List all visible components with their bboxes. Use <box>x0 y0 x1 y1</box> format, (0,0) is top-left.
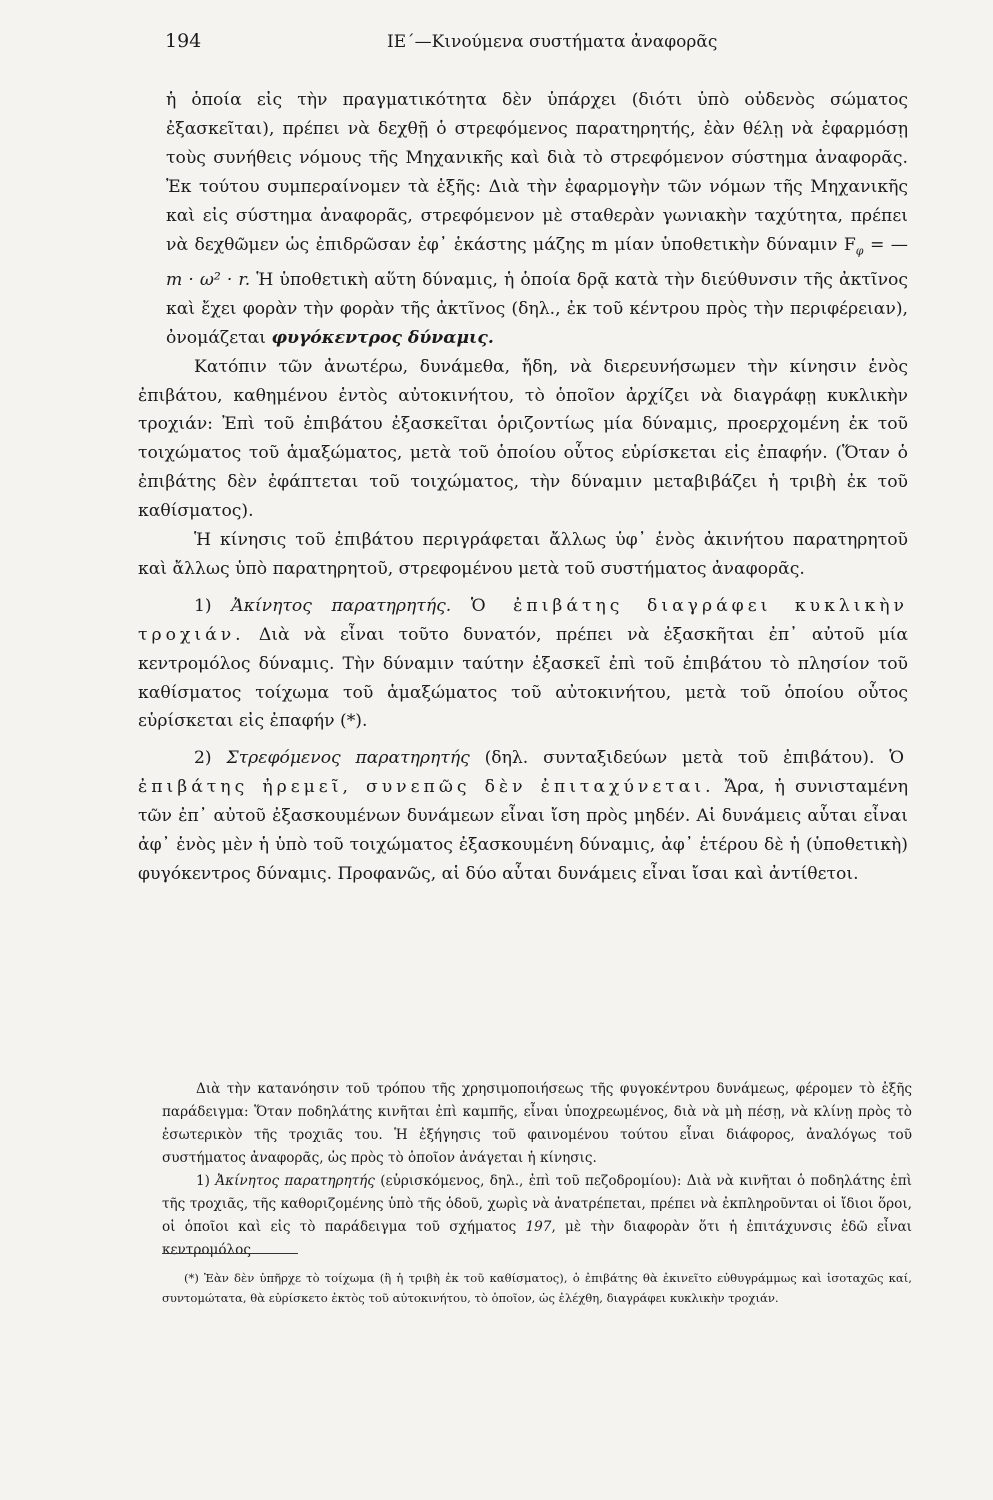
formula-subscript: φ <box>855 243 864 257</box>
footnote-text: Ἐὰν δὲν ὑπῆρχε τὸ τοίχωμα (ἢ ἡ τριβὴ ἐκ τοῦ καθίσματος), ὁ ἐπιβάτης θὰ ἐκινεῖτο εὐθυγράμμως καὶ ἰσοταχῶς καί, συντομώτατα, θὰ εὑρίσκετο ἐκτὸς τοῦ αὐτοκινήτου, τὸ ὁποῖον, ὡς ἐλέχθη, διαγράφει κυκλικὴν τροχιάν. <box>162 1271 912 1305</box>
defined-term: φυγόκεντρος δύναμις. <box>271 327 494 348</box>
item-label: 1) <box>194 595 212 616</box>
footnote-paragraph <box>162 1268 912 1308</box>
paragraph-text: Ἄρα, ἡ συνισταμένη τῶν ἐπ᾽ αὐτοῦ ἐξασκουμένων δυνάμεων εἶναι ἴση πρὸς μηδέν. Αἱ δυνάμεις αὗται εἶναι ἀφ᾽ ἑνὸς μὲν ἡ ὑπὸ τοῦ τοιχώματος ἐξασκουμένη δύναμις, ἀφ᾽ ἑτέρου δὲ ἡ (ὑποθετικὴ) φυγόκεντρος δύναμις. Προφανῶς, αἱ δύο αὗται δυνάμεις εἶναι ἴσαι καὶ ἀντίθετοι. <box>138 777 908 884</box>
footnote-divider <box>162 1253 298 1254</box>
main-text <box>138 86 908 889</box>
figure-reference: 197 <box>525 1219 552 1235</box>
paragraph-text: (εὑρισκόμενος, δηλ., ἐπὶ τοῦ πεζοδρομίου): Διὰ νὰ κινῆται ὁ ποδηλάτης ἐπὶ τῆς τροχιᾶς, τῆς καθοριζομένης ὑπὸ τῆς ὁδοῦ, χωρὶς νὰ ἀνατρέπεται, πρέπει νὰ ἐκπληροῦνται οἱ ἴδιοι ὅροι, οἱ ὁποῖοι καὶ εἰς τὸ παράδειγμα τοῦ σχήματος <box>162 1173 912 1235</box>
item-title: Στρεφόμενος παρατηρητής <box>226 748 470 769</box>
paragraph-text: Διὰ νὰ εἶναι τοῦτο δυνατόν, πρέπει νὰ ἐξασκῆται ἐπ᾽ αὐτοῦ μία κεντρομόλος δύναμις. Τὴν δύναμιν ταύτην ἐξασκεῖ ἐπὶ τοῦ ἐπιβάτου τὸ πλησίον τοῦ καθίσματος τοίχωμα τοῦ ἁμαξώματος τοῦ αὐτοκινήτου, μετὰ τοῦ ὁποίου οὗτος εὑρίσκεται εἰς ἐπαφήν (*). <box>138 624 908 732</box>
paragraph-text: (δηλ. συνταξιδεύων μετὰ τοῦ ἐπιβάτου). <box>469 748 890 769</box>
paragraph-text: Ἡ ὑποθετικὴ αὕτη δύναμις, ἡ ὁποία δρᾷ κατὰ τὴν διεύθυνσιν τῆς ἀκτῖνος καὶ ἔχει φορὰν τὴν φορὰν τῆς ἀκτῖνος (δηλ., ἐκ τοῦ κέντρου πρὸς τὴν περιφέρειαν), ὀνομάζεται <box>166 269 908 348</box>
small-print-paragraph <box>162 1078 912 1170</box>
item-label: 1) <box>196 1173 210 1189</box>
page-number: 194 <box>165 30 202 52</box>
spaced-emphasis: Ὁ ἐπιβάτης ἠρεμεῖ, συνεπῶς δὲν ἐπιταχύνεται. <box>138 748 909 798</box>
formula: = — m · ω² · r. <box>166 234 908 290</box>
paragraph-centrifugal-definition <box>138 86 908 353</box>
item-title: Ἀκίνητος παρατηρητής. <box>231 595 452 616</box>
small-print-section <box>162 1078 912 1262</box>
paragraph-text: Ἡ κίνησις τοῦ ἐπιβάτου περιγράφεται ἄλλως ὑφ᾽ ἑνὸς ἀκινήτου παρατηρητοῦ καὶ ἄλλως ὑπὸ παρατηρητοῦ, στρεφομένου μετὰ τοῦ συστήματος ἀναφορᾶς. <box>138 530 908 579</box>
item-rotating-observer <box>138 744 908 889</box>
spaced-emphasis: Ὁ ἐπιβάτης διαγράφει κυκλικὴν τροχιάν. <box>138 595 908 645</box>
paragraph-text: Διὰ τὴν κατανόησιν τοῦ τρόπου τῆς χρησιμοποιήσεως τῆς φυγοκέντρου δυνάμεως, φέρομεν τὸ ἑξῆς παράδειγμα: Ὅταν ποδηλάτης κινῆται ἐπὶ καμπῆς, εἶναι ὑποχρεωμένος, διὰ νὰ μὴ πέσῃ, νὰ κλίνῃ πρὸς τὸ ἐσωτερικὸν τῆς τροχιᾶς του. Ἡ ἐξήγησις τοῦ φαινομένου τούτου εἶναι διάφορος, ἀναλόγως τοῦ συστήματος ἀναφορᾶς, ὡς πρὸς τὸ ὁποῖον ἀνάγεται ἡ κίνησις. <box>162 1081 912 1166</box>
footnote <box>162 1268 912 1308</box>
paragraph-text: , μὲ τὴν διαφορὰν ὅτι ἡ ἐπιτάχυνσις ἐδῶ εἶναι κεντρομόλος <box>162 1219 912 1258</box>
small-print-item <box>162 1170 912 1262</box>
item-stationary-observer <box>138 592 908 737</box>
paragraph-text: ἡ ὁποία εἰς τὴν πραγματικότητα δὲν ὑπάρχει (διότι ὑπὸ οὐδενὸς σώματος ἐξασκεῖται), πρέπει νὰ δεχθῇ ὁ στρεφόμενος παρατηρητής, ἐὰν θέλῃ νὰ ἐφαρμόσῃ τοὺς συνήθεις νόμους τῆς Μηχανικῆς καὶ διὰ τὸ στρεφόμενον σύστημα ἀναφορᾶς. Ἐκ τούτου συμπεραίνομεν τὰ ἑξῆς: Διὰ τὴν ἐφαρμογὴν τῶν νόμων τῆς Μηχανικῆς καὶ εἰς σύστημα ἀναφορᾶς, στρεφόμενον μὲ σταθερὰν γωνιακὴν ταχύτητα, πρέπει νὰ δεχθῶμεν ὡς ἐπιδρῶσαν ἐφ᾽ ἑκάστης μάζης m μίαν ὑποθετικὴν δύναμιν F <box>166 90 908 255</box>
item-label: 2) <box>194 748 212 769</box>
footnote-marker: (*) <box>184 1271 199 1285</box>
running-title: ΙΕ΄—Κινούμενα συστήματα ἀναφορᾶς <box>387 32 718 52</box>
item-title: Ἀκίνητος παρατηρητής <box>215 1173 375 1189</box>
paragraph-observers <box>138 526 908 584</box>
paragraph-passenger-motion <box>138 353 908 526</box>
paragraph-text: Κατόπιν τῶν ἀνωτέρω, δυνάμεθα, ἤδη, νὰ διερευνήσωμεν τὴν κίνησιν ἑνὸς ἐπιβάτου, καθημένου ἐντὸς αὐτοκινήτου, τὸ ὁποῖον ἀρχίζει νὰ διαγράφῃ κυκλικὴν τροχιάν: Ἐπὶ τοῦ ἐπιβάτου ἐξασκεῖται ὁριζοντίως μία δύναμις, προερχομένη ἐκ τοῦ τοιχώματος τοῦ ἁμαξώματος, μετὰ τοῦ ὁποίου οὗτος εὑρίσκεται εἰς ἐπαφήν. (Ὅταν ὁ ἐπιβάτης δὲν ἐφάπτεται τοῦ τοιχώματος, τὴν δύναμιν μεταβιβάζει ἡ τριβὴ ἐκ τοῦ καθίσματος). <box>138 356 908 522</box>
